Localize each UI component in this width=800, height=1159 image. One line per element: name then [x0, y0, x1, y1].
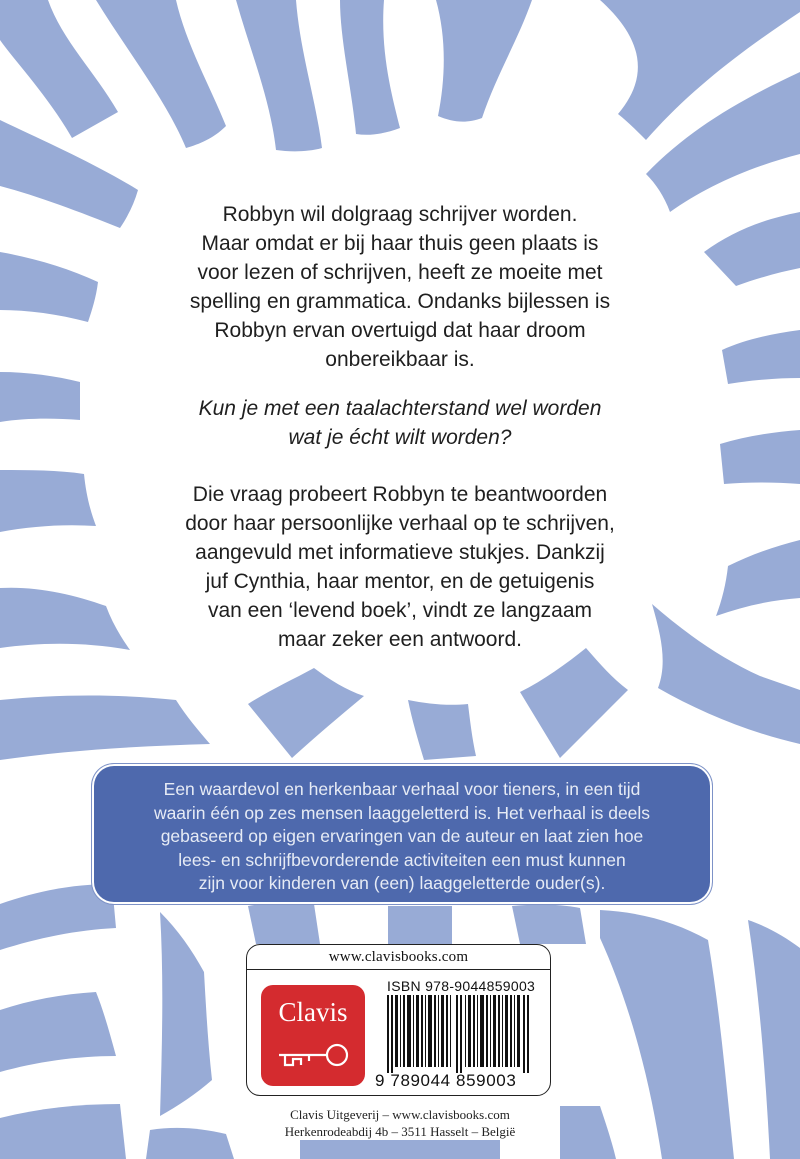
barcode-digits — [375, 1071, 541, 1091]
blurb-line: Robbyn wil dolgraag schrijver worden. — [222, 203, 578, 226]
logo-text: Clavis — [278, 997, 348, 1027]
publisher-label — [246, 944, 551, 1096]
banner-line: zijn voor kinderen van (een) laaggeletterde ouder(s). — [198, 873, 606, 893]
publisher-line: Herkenrodeabdij 4b – 3511 Hasselt – België — [284, 1124, 516, 1139]
website-url: www.clavisbooks.com — [328, 949, 469, 965]
barcode — [387, 995, 533, 1073]
blurb-line: van een ‘levend boek’, vindt ze langzaam — [207, 599, 593, 622]
banner-line: Een waardevol en herkenbaar verhaal voor tieners, in een tijd — [163, 779, 641, 799]
clavis-logo — [261, 985, 365, 1086]
publisher-address — [200, 1106, 600, 1140]
blurb-paragraph-2 — [120, 480, 680, 654]
blurb-line: maar zeker een antwoord. — [278, 628, 522, 651]
barcode-digit-group: 859003 — [456, 1071, 517, 1090]
blurb-line: spelling en grammatica. Ondanks bijlessen is — [189, 290, 611, 313]
blurb-line: juf Cynthia, haar mentor, en de getuigenis — [205, 570, 595, 593]
divider — [247, 969, 550, 970]
blurb-line: onbereikbaar is. — [325, 348, 475, 371]
barcode-digit-group: 9 — [375, 1071, 386, 1090]
blurb-line: Robbyn ervan overtuigd dat haar droom — [214, 319, 586, 342]
blurb-line: aangevuld met informatieve stukjes. Dankzij — [195, 541, 605, 564]
question-line: wat je écht wilt worden? — [288, 426, 512, 449]
barcode-digit-group: 789044 — [390, 1071, 451, 1090]
banner-line: waarin één op zes mensen laaggeletterd is. Het verhaal is deels — [153, 802, 651, 823]
blurb-line: voor lezen of schrijven, heeft ze moeite met — [197, 261, 603, 284]
info-banner — [92, 764, 712, 904]
key-icon — [273, 1041, 355, 1075]
blurb-line: door haar persoonlijke verhaal op te schrijven, — [185, 512, 615, 535]
banner-line: gebaseerd op eigen ervaringen van de auteur en laat zien hoe — [160, 826, 644, 846]
blurb-question — [120, 394, 680, 452]
banner-line: lees- en schrijfbevorderende activiteiten een must kunnen — [178, 849, 626, 870]
blurb-paragraph-1 — [120, 200, 680, 374]
isbn-text: ISBN 978-9044859003 — [387, 978, 536, 994]
question-line: Kun je met een taalachterstand wel worden — [198, 397, 602, 420]
publisher-line: Clavis Uitgeverij – www.clavisbooks.com — [290, 1107, 510, 1122]
blurb-line: Maar omdat er bij haar thuis geen plaats is — [201, 232, 599, 255]
blurb-line: Die vraag probeert Robbyn te beantwoorden — [192, 483, 608, 506]
